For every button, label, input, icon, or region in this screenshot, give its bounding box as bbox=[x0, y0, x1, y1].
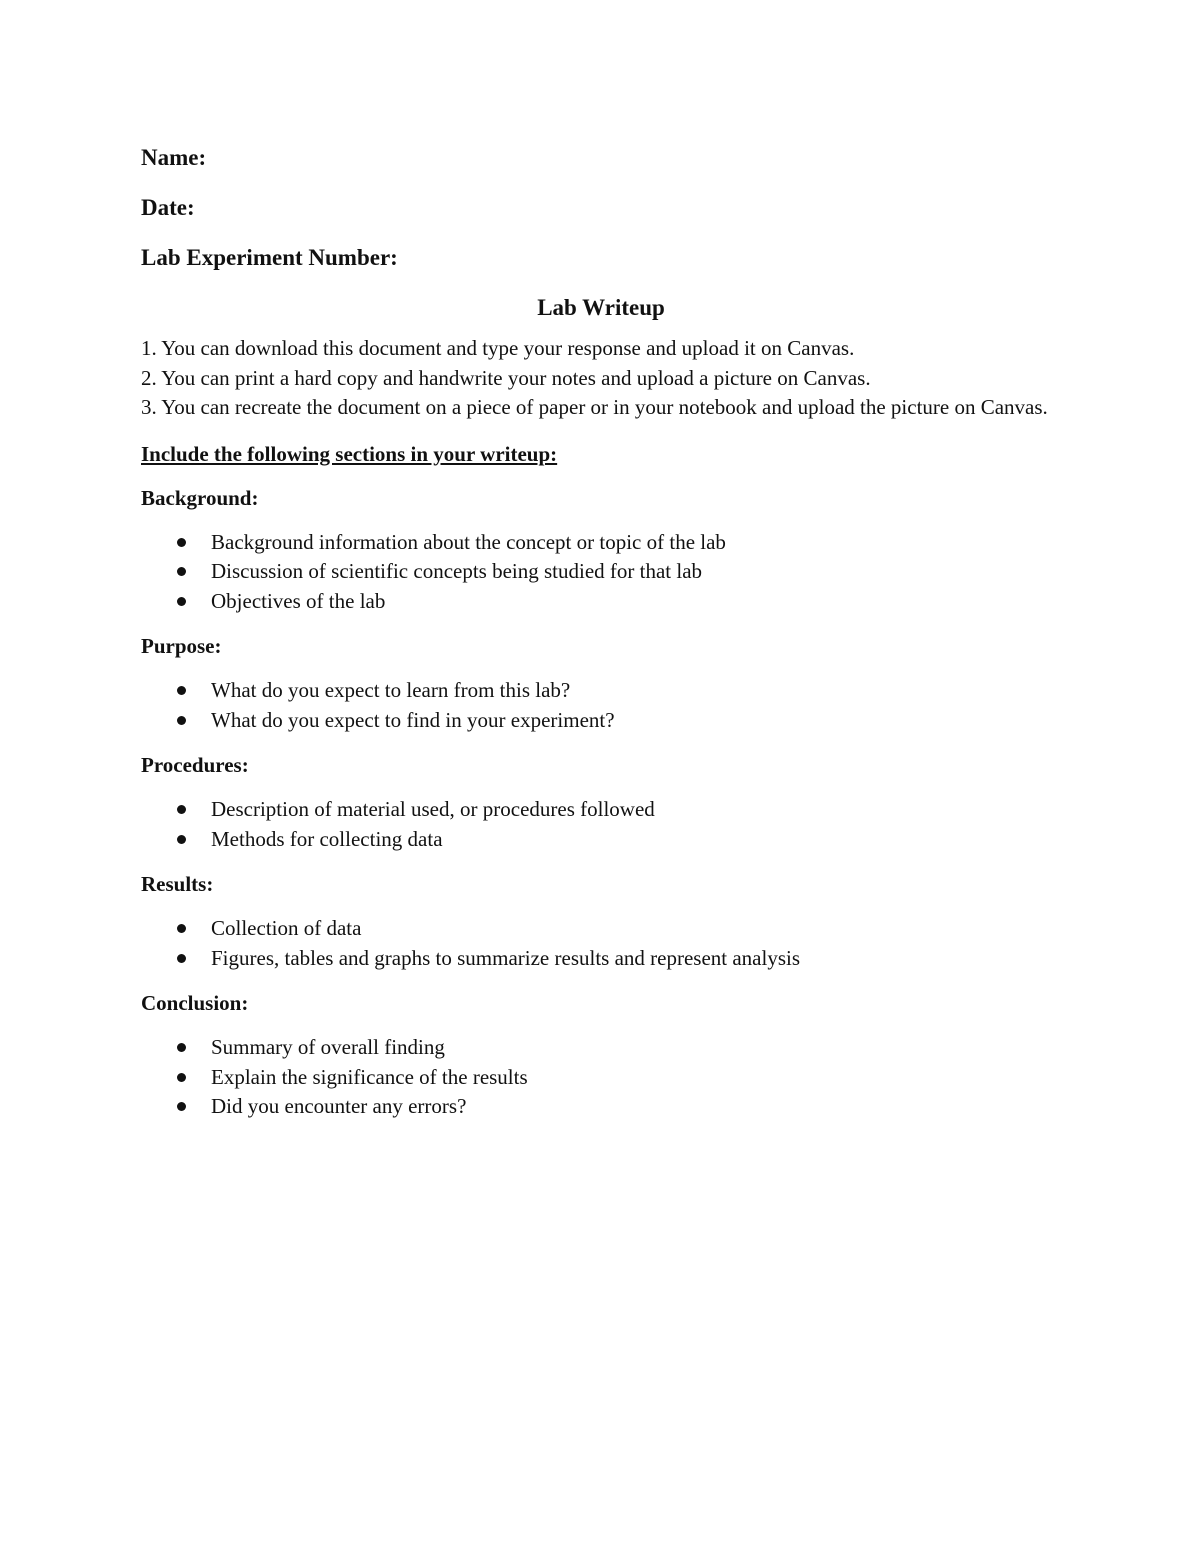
list-item: What do you expect to learn from this lab? bbox=[141, 676, 1061, 706]
date-label: Date: bbox=[141, 195, 195, 220]
bullet-icon bbox=[177, 1073, 186, 1082]
section-list-results bbox=[141, 914, 1061, 973]
section-heading-procedures: Procedures: bbox=[141, 753, 249, 777]
list-item: Description of material used, or procedures followed bbox=[141, 795, 1061, 825]
document-body bbox=[141, 140, 1061, 1137]
bullet-icon bbox=[177, 716, 186, 725]
instructions-list bbox=[141, 334, 1061, 423]
section-list-purpose bbox=[141, 676, 1061, 735]
list-item: Did you encounter any errors? bbox=[141, 1092, 1061, 1122]
bullet-icon bbox=[177, 1043, 186, 1052]
list-item: Collection of data bbox=[141, 914, 1061, 944]
bullet-icon bbox=[177, 835, 186, 844]
list-item: Objectives of the lab bbox=[141, 587, 1061, 617]
bullet-icon bbox=[177, 1102, 186, 1111]
bullet-icon bbox=[177, 597, 186, 606]
list-item: Background information about the concept or topic of the lab bbox=[141, 528, 1061, 558]
section-list-background bbox=[141, 528, 1061, 617]
instruction-item: 1. You can download this document and type your response and upload it on Canvas. bbox=[141, 336, 855, 360]
list-item: Summary of overall finding bbox=[141, 1033, 1061, 1063]
list-item: Discussion of scientific concepts being studied for that lab bbox=[141, 557, 1061, 587]
include-sections-heading: Include the following sections in your writeup: bbox=[141, 441, 558, 466]
bullet-icon bbox=[177, 567, 186, 576]
section-heading-background: Background: bbox=[141, 485, 259, 510]
section-heading-conclusion: Conclusion: bbox=[141, 991, 249, 1015]
list-item: Explain the significance of the results bbox=[141, 1063, 1061, 1093]
name-label: Name: bbox=[141, 145, 207, 170]
list-item: What do you expect to find in your experiment? bbox=[141, 706, 1061, 736]
bullet-icon bbox=[177, 805, 186, 814]
section-list-conclusion bbox=[141, 1033, 1061, 1122]
list-item: Methods for collecting data bbox=[141, 825, 1061, 855]
section-list-procedures bbox=[141, 795, 1061, 854]
section-heading-purpose: Purpose: bbox=[141, 634, 222, 658]
instruction-item: 3. You can recreate the document on a piece of paper or in your notebook and upload the picture on Canvas. bbox=[141, 395, 1048, 419]
lab-number-label: Lab Experiment Number: bbox=[141, 245, 398, 270]
list-item: Figures, tables and graphs to summarize results and represent analysis bbox=[141, 944, 1061, 974]
section-heading-results: Results: bbox=[141, 872, 214, 896]
document-title: Lab Writeup bbox=[537, 295, 665, 320]
bullet-icon bbox=[177, 686, 186, 695]
instruction-item: 2. You can print a hard copy and handwrite your notes and upload a picture on Canvas. bbox=[141, 365, 871, 390]
bullet-icon bbox=[177, 954, 186, 963]
bullet-icon bbox=[177, 538, 186, 547]
bullet-icon bbox=[177, 924, 186, 933]
